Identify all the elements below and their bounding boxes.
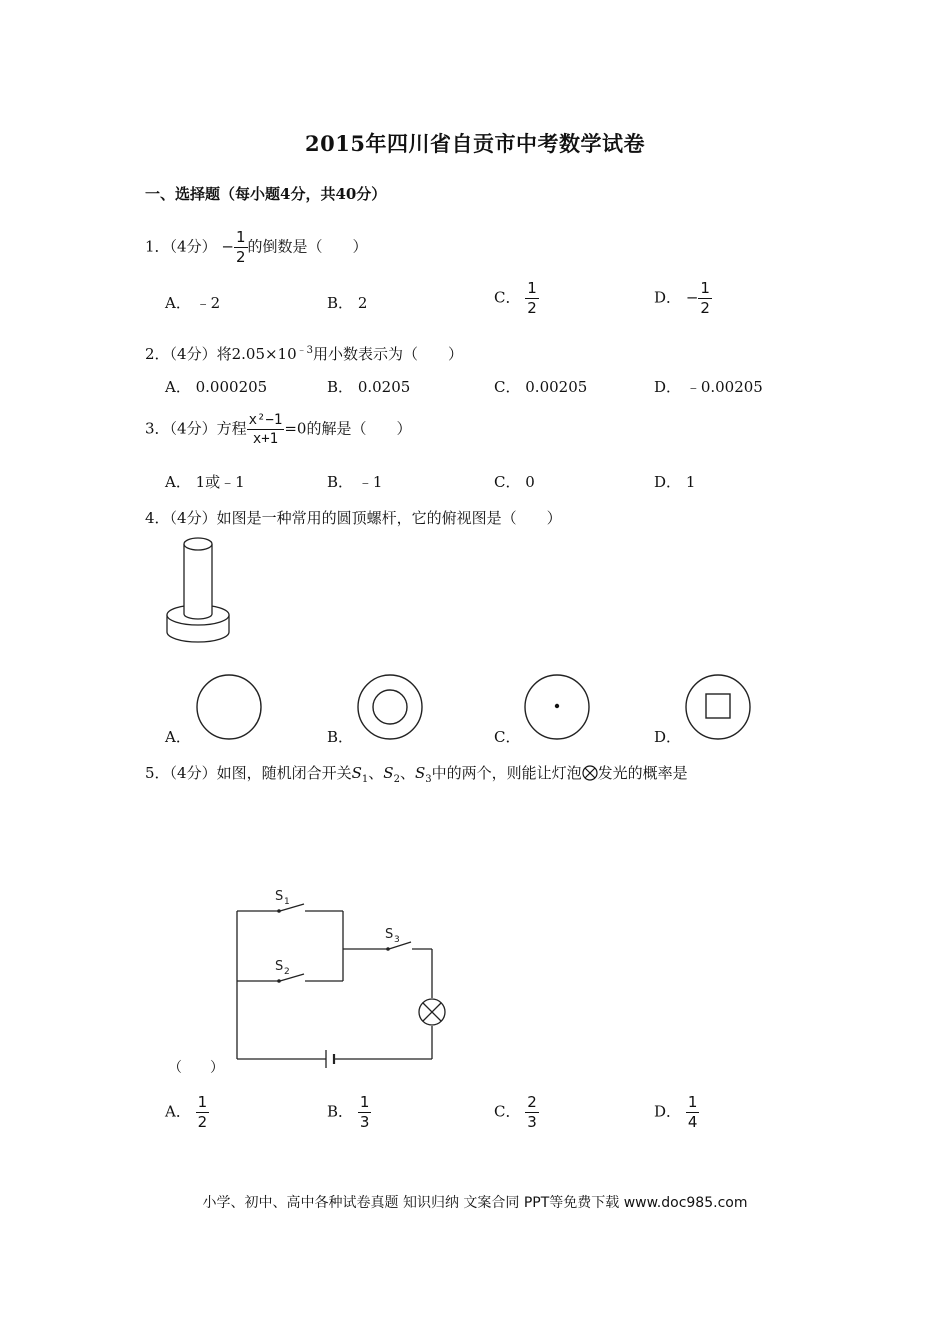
question-3 (145, 413, 411, 446)
question-5 (145, 762, 688, 785)
bolt-figure (160, 532, 240, 647)
option-label: D． (654, 1102, 682, 1121)
question-score: （4分） (169, 237, 217, 256)
option-d (654, 471, 695, 492)
question-text: 如图是一种常用的圆顶螺杆，它的俯视图是（ ） (216, 509, 562, 527)
fraction-numerator: 1 (235, 228, 246, 246)
option-text: 1或﹣1 (195, 473, 245, 491)
question-number: 5． (145, 764, 170, 782)
fraction-denominator: 3 (359, 1113, 370, 1131)
fraction (525, 281, 539, 316)
question-2 (145, 341, 463, 364)
switch-symbol: S (351, 764, 362, 782)
fraction-denominator: 2 (197, 1113, 208, 1131)
question-score: （4分） (169, 345, 217, 363)
lamp-icon (582, 765, 598, 781)
s3-label: S (385, 927, 394, 942)
question-score: （4分） (169, 509, 217, 527)
option-a-circle (195, 673, 265, 743)
question-number: 1． (145, 237, 170, 256)
page-title: 2015年四川省自贡市中考数学试卷 (305, 131, 645, 156)
option-label: B． (327, 1102, 354, 1121)
option-text: 1 (685, 473, 696, 491)
exponent: ﹣3 (296, 345, 314, 356)
option-c (494, 1095, 539, 1130)
question-text: 中的两个，则能让灯泡 (431, 764, 582, 782)
fraction-denominator: 4 (687, 1113, 698, 1131)
fraction-numerator: 1 (359, 1093, 370, 1111)
s1-subscript: 1 (284, 897, 290, 907)
fraction-denominator: x+1 (252, 431, 279, 447)
switch-subscript: 1 (361, 774, 369, 785)
option-d (654, 1095, 699, 1130)
fraction-numerator: 1 (700, 279, 710, 297)
footer-text: 小学、初中、高中各种试卷真题 知识归纳 文案合同 PPT等免费下载 www.doc985.com (202, 1195, 748, 1211)
option-c-label: C． (494, 728, 521, 746)
option-b-label: B． (327, 728, 354, 746)
fraction (686, 1095, 700, 1130)
option-a (165, 292, 220, 313)
option-label: C． (494, 473, 521, 491)
option-d-circle-with-square (684, 673, 754, 743)
switch-pivot (277, 979, 281, 983)
fraction-numerator: 1 (687, 1093, 698, 1111)
question-text: =0的解是（ ） (284, 419, 412, 438)
switch-symbol: S (414, 764, 426, 782)
fraction (525, 1095, 539, 1130)
option-label: B． (327, 473, 354, 491)
fraction-numerator: 1 (527, 279, 537, 297)
fraction-denominator: 2 (527, 299, 537, 317)
question-score: （4分） (169, 764, 217, 782)
option-label: C． (494, 288, 521, 307)
fraction-numerator: x²−1 (248, 412, 283, 428)
question-number: 2． (145, 345, 170, 363)
question-text: 用小数表示为（ ） (313, 345, 464, 363)
fraction (247, 413, 285, 446)
negative-sign: − (221, 237, 234, 256)
s3-subscript: 3 (394, 935, 400, 945)
option-label: A． (165, 473, 191, 491)
option-text: ﹣2 (195, 294, 221, 312)
fraction-numerator: 1 (197, 1093, 208, 1111)
question-number: 4． (145, 509, 170, 527)
option-text: ﹣0.00205 (685, 378, 763, 396)
option-b (327, 471, 382, 492)
option-c (494, 471, 535, 492)
switch-pivot (277, 909, 281, 913)
answer-parentheses: （ ） (168, 1060, 224, 1076)
option-b-concentric-circles (356, 673, 426, 743)
switch-symbol: S (383, 764, 394, 782)
fraction-denominator: 2 (700, 299, 710, 317)
question-number: 3． (145, 419, 170, 438)
option-b (327, 292, 367, 313)
question-text: 方程 (216, 419, 247, 438)
option-text: 0.000205 (195, 378, 268, 396)
option-a (165, 1095, 209, 1130)
option-c (494, 376, 587, 397)
option-c-circle-with-dot (523, 673, 593, 743)
option-a (165, 471, 245, 492)
separator: 、 (368, 764, 384, 782)
option-label: A． (165, 378, 191, 396)
option-a (165, 376, 267, 397)
question-score: （4分） (169, 419, 217, 438)
s2-subscript: 2 (284, 967, 290, 977)
negative-sign: − (685, 288, 699, 307)
option-label: D． (654, 378, 682, 396)
fraction-denominator: 2 (235, 248, 246, 266)
fraction (358, 1095, 372, 1130)
option-label: D． (654, 473, 682, 491)
switch-subscript: 2 (393, 774, 400, 785)
option-label: B． (327, 294, 354, 312)
option-b (327, 376, 410, 397)
option-d (654, 376, 763, 397)
option-d-label: D． (654, 728, 682, 746)
option-label: A． (165, 1102, 191, 1121)
option-text: 2 (357, 294, 368, 312)
question-text: 将2.05×10 (216, 345, 297, 363)
option-b (327, 1095, 371, 1130)
question-text: 如图，随机闭合开关 (216, 764, 352, 782)
question-4 (145, 507, 562, 528)
question-text: 的倒数是（ ） (247, 237, 368, 256)
option-text: ﹣1 (357, 473, 383, 491)
fraction (196, 1095, 210, 1130)
fraction (698, 281, 712, 316)
option-label: B． (327, 378, 354, 396)
switch-pivot (386, 947, 390, 951)
option-a-label: A． (165, 728, 191, 746)
s1-label: S (275, 889, 284, 904)
option-text: 0.0205 (357, 378, 411, 396)
option-text: 0 (525, 473, 535, 491)
question-text: 发光的概率是 (597, 764, 688, 782)
fraction (234, 230, 248, 265)
question-1 (145, 230, 368, 265)
circuit-diagram (230, 885, 445, 1065)
fraction-denominator: 3 (527, 1113, 537, 1131)
option-d (654, 281, 712, 316)
option-label: A． (165, 294, 191, 312)
section-heading: 一、选择题（每小题4分，共40分） (145, 185, 387, 203)
option-label: C． (494, 378, 521, 396)
option-c (494, 281, 539, 316)
switch-subscript: 3 (425, 774, 432, 785)
option-label: D． (654, 288, 682, 307)
s2-label: S (275, 959, 284, 974)
separator: 、 (399, 764, 415, 782)
option-text: 0.00205 (525, 378, 588, 396)
option-label: C． (494, 1102, 521, 1121)
fraction-numerator: 2 (527, 1093, 537, 1111)
